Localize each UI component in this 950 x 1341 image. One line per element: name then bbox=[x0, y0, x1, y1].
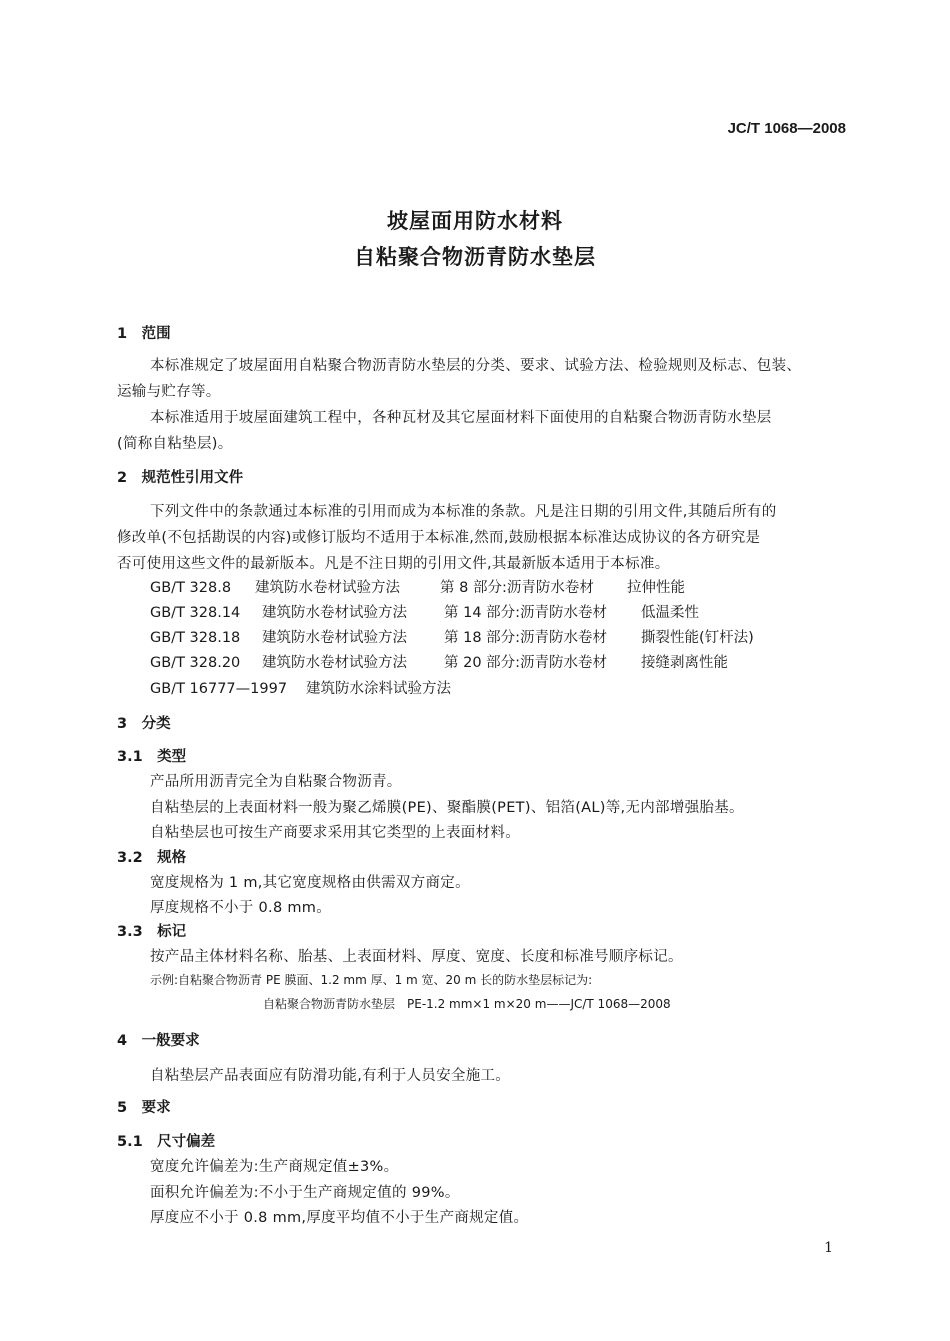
title-line-1: 坡屋面用防水材料 bbox=[387, 209, 563, 233]
section-3-2-para-2: 厚度规格不小于 0.8 mm。 bbox=[150, 900, 332, 916]
section-5-heading: 5 要求 bbox=[117, 1100, 171, 1116]
reference-code: GB/T 16777—1997 bbox=[150, 681, 288, 697]
section-3-2-heading: 3.2 规格 bbox=[117, 850, 187, 866]
section-1-para-1a: 本标准规定了坡屋面用自粘聚合物沥青防水垫层的分类、要求、试验方法、检验规则及标志、包装、 bbox=[150, 358, 802, 374]
section-3-1-para-3: 自粘垫层也可按生产商要求采用其它类型的上表面材料。 bbox=[150, 825, 520, 841]
reference-item bbox=[150, 651, 728, 672]
section-3-3-para-1: 按产品主体材料名称、胎基、上表面材料、厚度、宽度、长度和标准号顺序标记。 bbox=[150, 949, 683, 965]
section-5-1-heading: 5.1 尺寸偏差 bbox=[117, 1134, 216, 1150]
reference-code: GB/T 328.8 bbox=[150, 580, 232, 596]
reference-code: GB/T 328.20 bbox=[150, 655, 241, 671]
section-1-para-2a: 本标准适用于坡屋面建筑工程中，各种瓦材及其它屋面材料下面使用的自粘聚合物沥青防水垫层 bbox=[150, 410, 772, 426]
section-3-heading: 3 分类 bbox=[117, 716, 171, 732]
reference-item bbox=[150, 626, 754, 647]
marking-example: 自粘聚合物沥青防水垫层 PE-1.2 mm×1 m×20 m——JC/T 1068—2008 bbox=[263, 997, 671, 1011]
reference-title: 建筑防水卷材试验方法 bbox=[255, 580, 400, 596]
section-1-heading: 1 范围 bbox=[117, 326, 171, 342]
section-2-para-b: 修改单(不包括勘误的内容)或修订版均不适用于本标准,然而,鼓励根据本标准达成协议的各方研究是 bbox=[117, 530, 761, 546]
reference-title: 建筑防水卷材试验方法 bbox=[262, 630, 407, 646]
section-3-1-heading: 3.1 类型 bbox=[117, 749, 187, 765]
reference-item bbox=[150, 601, 699, 622]
section-3-3-heading: 3.3 标记 bbox=[117, 924, 187, 940]
title-line-2: 自粘聚合物沥青防水垫层 bbox=[354, 245, 596, 269]
reference-code: GB/T 328.14 bbox=[150, 605, 241, 621]
section-1-para-1b: 运输与贮存等。 bbox=[117, 384, 221, 400]
reference-part: 第 14 部分:沥青防水卷材 bbox=[444, 605, 608, 621]
reference-part: 第 20 部分:沥青防水卷材 bbox=[444, 655, 608, 671]
reference-subject: 拉伸性能 bbox=[627, 580, 685, 596]
reference-subject: 低温柔性 bbox=[641, 605, 699, 621]
reference-code: GB/T 328.18 bbox=[150, 630, 241, 646]
section-5-1-para-1: 宽度允许偏差为:生产商规定值±3%。 bbox=[150, 1159, 399, 1175]
reference-item bbox=[150, 576, 685, 597]
reference-item bbox=[150, 677, 451, 698]
section-3-1-para-2: 自粘垫层的上表面材料一般为聚乙烯膜(PE)、聚酯膜(PET)、铝箔(AL)等,无内部增强胎基。 bbox=[150, 800, 744, 816]
section-2-heading: 2 规范性引用文件 bbox=[117, 470, 244, 486]
reference-title: 建筑防水卷材试验方法 bbox=[262, 605, 407, 621]
reference-part: 第 8 部分:沥青防水卷材 bbox=[440, 580, 594, 596]
reference-title: 建筑防水卷材试验方法 bbox=[262, 655, 407, 671]
section-5-1-para-3: 厚度应不小于 0.8 mm,厚度平均值不小于生产商规定值。 bbox=[150, 1210, 529, 1226]
reference-subject: 接缝剥离性能 bbox=[641, 655, 728, 671]
section-3-2-para-1: 宽度规格为 1 m,其它宽度规格由供需双方商定。 bbox=[150, 875, 470, 891]
reference-subject: 撕裂性能(钉杆法) bbox=[641, 630, 754, 646]
standard-code: JC/T 1068—2008 bbox=[727, 120, 846, 137]
reference-part: 第 18 部分:沥青防水卷材 bbox=[444, 630, 608, 646]
section-4-para-1: 自粘垫层产品表面应有防滑功能,有利于人员安全施工。 bbox=[150, 1068, 511, 1084]
reference-title: 建筑防水涂料试验方法 bbox=[306, 681, 451, 697]
section-3-1-para-1: 产品所用沥青完全为自粘聚合物沥青。 bbox=[150, 774, 402, 790]
section-4-heading: 4 一般要求 bbox=[117, 1033, 200, 1049]
marking-example-intro: 示例:自粘聚合物沥青 PE 膜面、1.2 mm 厚、1 m 宽、20 m 长的防水垫层标记为: bbox=[150, 973, 593, 987]
section-2-para-c: 否可使用这些文件的最新版本。凡是不注日期的引用文件,其最新版本适用于本标准。 bbox=[117, 556, 670, 572]
section-5-1-para-2: 面积允许偏差为:不小于生产商规定值的 99%。 bbox=[150, 1185, 460, 1201]
section-2-para-a: 下列文件中的条款通过本标准的引用而成为本标准的条款。凡是注日期的引用文件,其随后所有的 bbox=[150, 504, 777, 520]
page-number: 1 bbox=[824, 1240, 833, 1256]
section-1-para-2b: (简称自粘垫层)。 bbox=[117, 436, 233, 452]
